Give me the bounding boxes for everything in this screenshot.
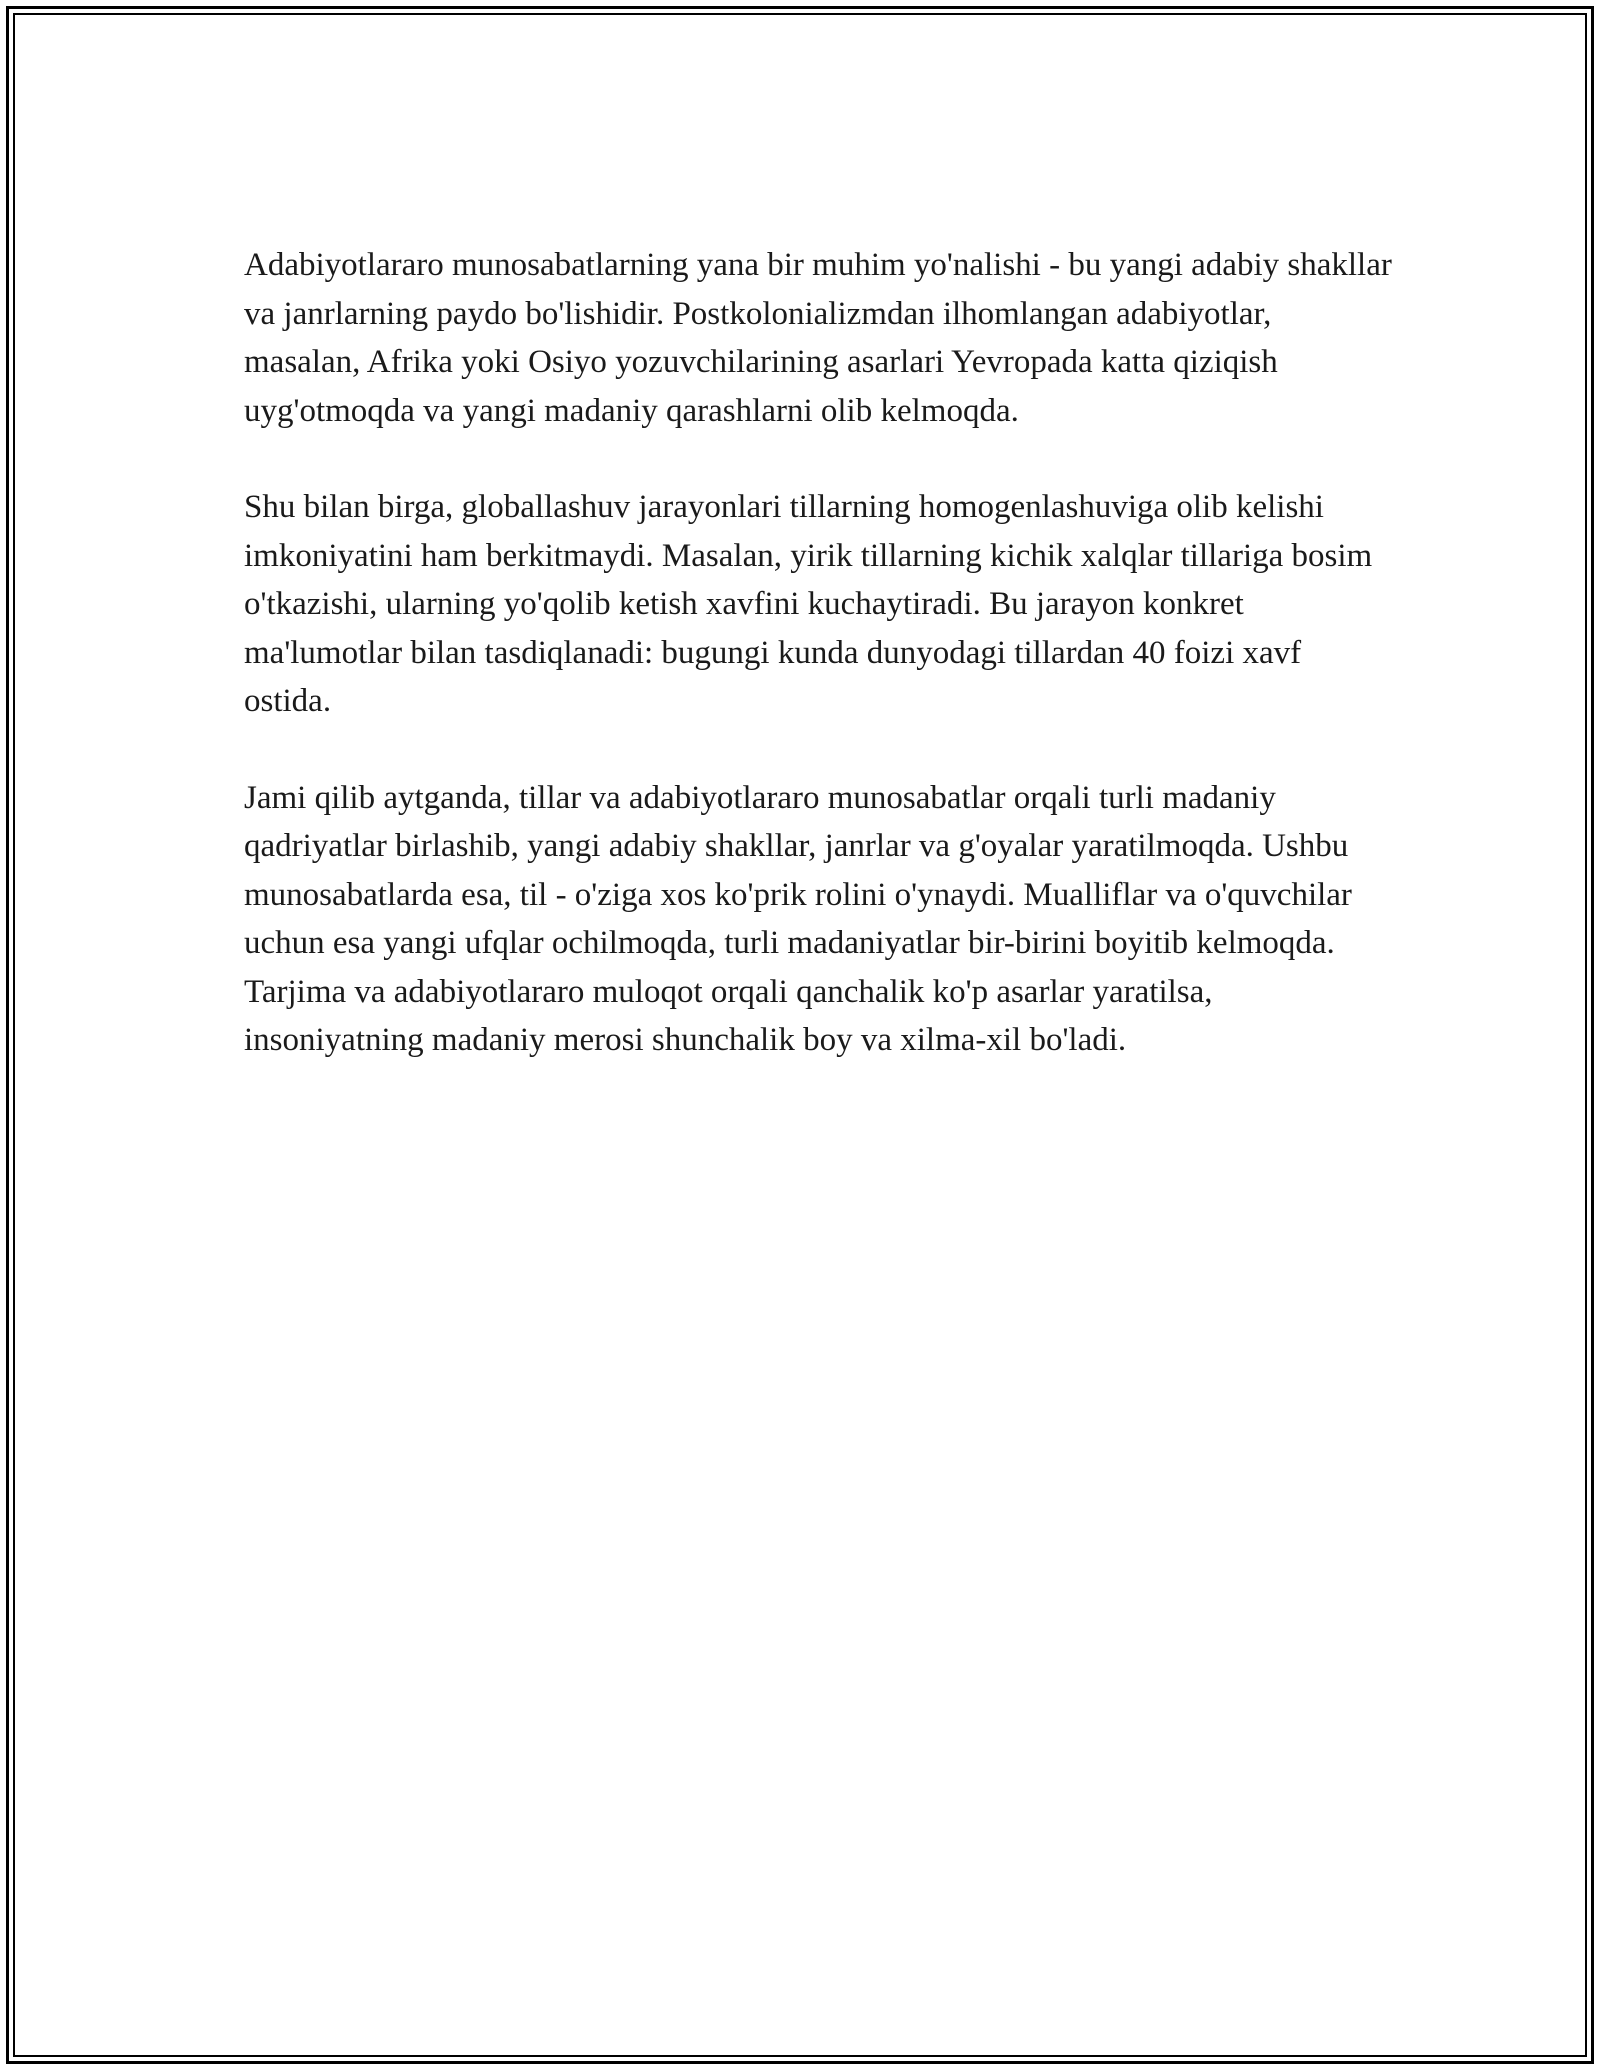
document-body [244,241,1394,1113]
paragraph-2: Shu bilan birga, globallashuv jarayonlari tillarning homogenlashuviga olib kelishi imkoniyatini ham berkitmaydi. Masalan, yirik tillarning kichik xalqlar tillariga bosim o'tkazishi, ularning yo'qolib ketish xavfini kuchaytiradi. Bu jarayon konkret ma'lumotlar bilan tasdiqlanadi: bugungi kunda dunyodagi tillardan 40 foizi xavf ostida. [244,489,1373,719]
page-border [6,6,1594,2064]
paragraph-3: Jami qilib aytganda, tillar va adabiyotlararo munosabatlar orqali turli madaniy qadriyatlar birlashib, yangi adabiy shakllar, janrlar va g'oyalar yaratilmoqda. Ushbu munosabatlarda esa, til - o'ziga xos ko'prik rolini o'ynaydi. Mualliflar va o'quvchilar uchun esa yangi ufqlar ochilmoqda, turli madaniyatlar bir-birini boyitib kelmoqda. Tarjima va adabiyotlararo muloqot orqali qanchalik ko'p asarlar yaratilsa, insoniyatning madaniy merosi shunchalik boy va xilma-xil bo'ladi. [244,779,1352,1058]
paragraph-1: Adabiyotlararo munosabatlarning yana bir muhim yo'nalishi - bu yangi adabiy shakllar va janrlarning paydo bo'lishidir. Postkolonializmdan ilhomlangan adabiyotlar, masalan, Afrika yoki Osiyo yozuvchilarining asarlari Yevropada katta qiziqish uyg'otmoqda va yangi madaniy qarashlarni olib kelmoqda. [244,247,1392,429]
